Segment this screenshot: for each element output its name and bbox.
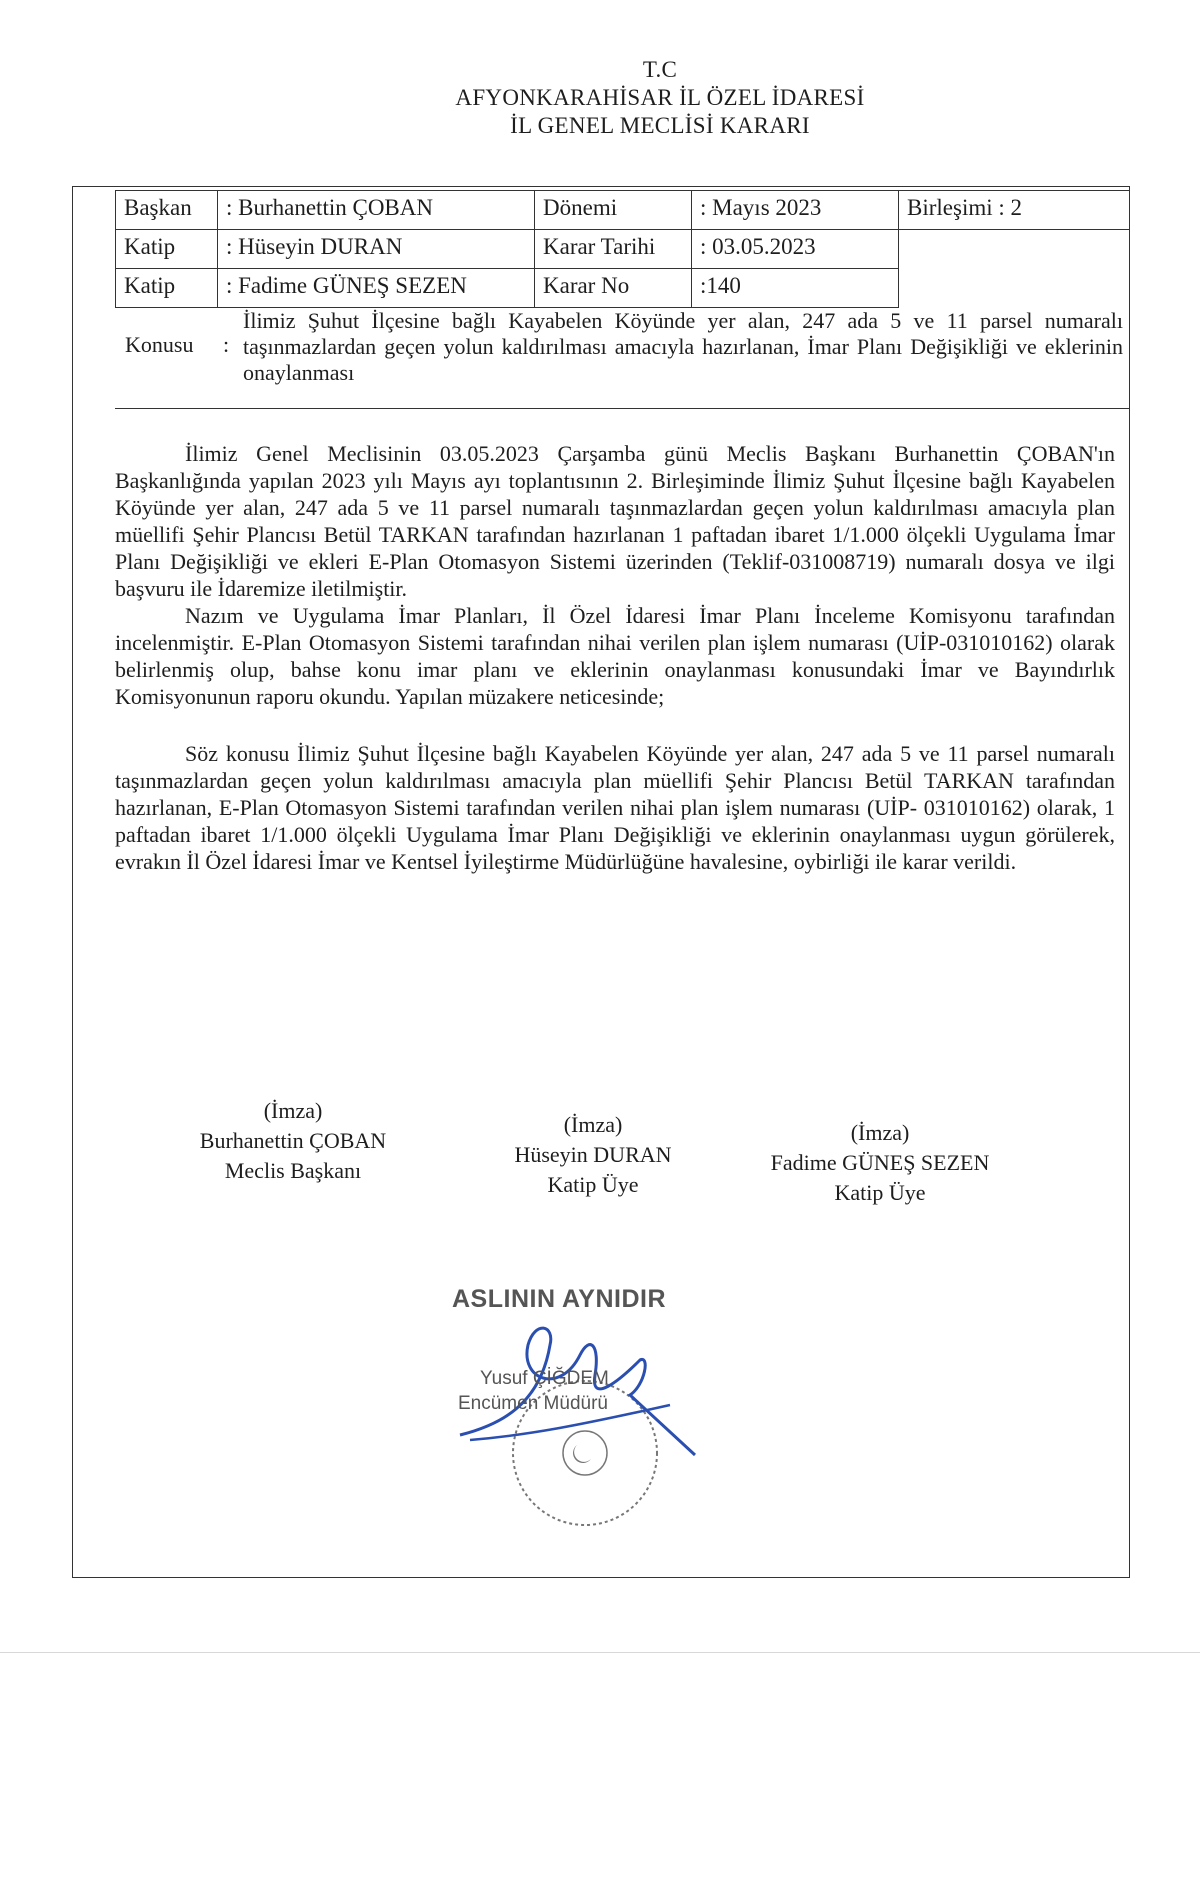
katip2-label: Katip (116, 269, 218, 308)
signature-block-baskan (168, 1096, 418, 1186)
signature-imza: (İmza) (850, 1120, 910, 1145)
baskan-label: Başkan (116, 191, 218, 230)
header-tc: T.C (642, 57, 678, 82)
katip1-value: : Hüseyin DURAN (218, 230, 535, 269)
donemi-value: : Mayıs 2023 (692, 191, 899, 230)
stamp-name: Yusuf ÇİĞDEM (480, 1368, 609, 1389)
karar-tarihi-label: Karar Tarihi (535, 230, 692, 269)
handwritten-signature-icon (460, 1328, 695, 1455)
empty-cell (899, 230, 1130, 269)
katip2-value: : Fadime GÜNEŞ SEZEN (218, 269, 535, 308)
donemi-label: Dönemi (535, 191, 692, 230)
karar-no-value: :140 (692, 269, 899, 308)
baskan-value: : Burhanettin ÇOBAN (218, 191, 535, 230)
body-paragraph-3: Söz konusu İlimiz Şuhut İlçesine bağlı Kayabelen Köyünde yer alan, 247 ada 5 ve 11 parsel numaralı taşınmazlardan geçen yolun kaldırılması amacıyla plan müellifi Şehir Plancısı Betül TARKAN tarafından hazırlanan, E-Plan Otomasyon Sistemi tarafından verilen nihai plan işlem numarası (UİP- 031010162) olarak, 1 paftadan ibaret 1/1.000 ölçekli Uygulama İmar Planı Değişikliği ve eklerinin onaylanması uygun görülerek, evrakın İl Özel İdaresi İmar ve Kentsel İyileştirme Müdürlüğüne havalesine, oybirliği ile karar verildi. (115, 741, 1115, 874)
signature-title: Katip Üye (834, 1180, 926, 1205)
birlesimi-cell (899, 191, 1130, 230)
signature-title: Meclis Başkanı (224, 1158, 362, 1183)
signature-imza: (İmza) (563, 1112, 623, 1137)
konusu-section (115, 300, 1130, 409)
signature-name: Hüseyin DURAN (514, 1142, 672, 1167)
konusu-label: Konusu (125, 332, 194, 357)
header-decision-title: İL GENEL MECLİSİ KARARI (510, 113, 810, 138)
decision-body (115, 440, 1115, 875)
meta-table (115, 190, 1130, 308)
scan-edge-line (0, 1652, 1200, 1653)
konusu-colon: : (223, 332, 230, 357)
signature-name: Fadime GÜNEŞ SEZEN (770, 1150, 990, 1175)
crescent-icon (573, 1445, 591, 1463)
signature-imza: (İmza) (263, 1098, 323, 1123)
meta-row-baskan (116, 191, 1130, 230)
meta-row-katip1 (116, 230, 1130, 269)
seal-inner-ring (563, 1431, 607, 1475)
signature-block-katip2 (740, 1118, 1020, 1208)
karar-no-label: Karar No (535, 269, 692, 308)
birlesimi-value: : 2 (998, 195, 1023, 220)
signature-title: Katip Üye (547, 1172, 639, 1197)
certification-stamp (440, 1285, 720, 1545)
document-header (0, 56, 1200, 140)
signature-name: Burhanettin ÇOBAN (199, 1128, 387, 1153)
signature-block-katip1 (468, 1110, 718, 1200)
birlesimi-label: Birleşimi (907, 195, 993, 220)
katip1-label: Katip (116, 230, 218, 269)
official-seal-graphic (440, 1285, 720, 1545)
konusu-text: İlimiz Şuhut İlçesine bağlı Kayabelen Köyünde yer alan, 247 ada 5 ve 11 parsel numaralı taşınmazlardan geçen yolun kaldırılması amacıyla hazırlanan, İmar Planı Değişikliği ve eklerinin onaylanması (243, 308, 1123, 385)
stamp-role: Encümen Müdürü (458, 1393, 608, 1414)
stamp-title: ASLININ AYNIDIR (452, 1285, 667, 1313)
body-paragraph-1: İlimiz Genel Meclisinin 03.05.2023 Çarşamba günü Meclis Başkanı Burhanettin ÇOBAN'ın Başkanlığında yapılan 2023 yılı Mayıs ayı toplantısının 2. Birleşiminde İlimiz Şuhut İlçesine bağlı Kayabelen Köyünde yer alan, 247 ada 5 ve 11 parsel numaralı taşınmazlardan geçen yolun kaldırılması amacıyla plan müellifi Şehir Plancısı Betül TARKAN tarafından hazırlanan 1 paftadan ibaret 1/1.000 ölçekli Uygulama İmar Planı Değişikliği ve ekleri E-Plan Otomasyon Sistemi üzerinden (Teklif-031008719) numaralı dosya ve ilgi başvuru ile İdaremize iletilmiştir. (115, 441, 1115, 601)
karar-tarihi-value: : 03.05.2023 (692, 230, 899, 269)
body-paragraph-2: Nazım ve Uygulama İmar Planları, İl Özel İdaresi İmar Planı İnceleme Komisyonu tarafından incelenmiştir. E-Plan Otomasyon Sistemi tarafından nihai verilen plan işlem numarası (UİP-031010162) olarak belirlenmiş olup, bahse konu imar planı ve eklerinin onaylanması konusundaki İmar ve Bayındırlık Komisyonunun raporu okundu. Yapılan müzakere neticesinde; (115, 603, 1115, 709)
header-institution: AFYONKARAHİSAR İL ÖZEL İDARESİ (455, 85, 865, 110)
